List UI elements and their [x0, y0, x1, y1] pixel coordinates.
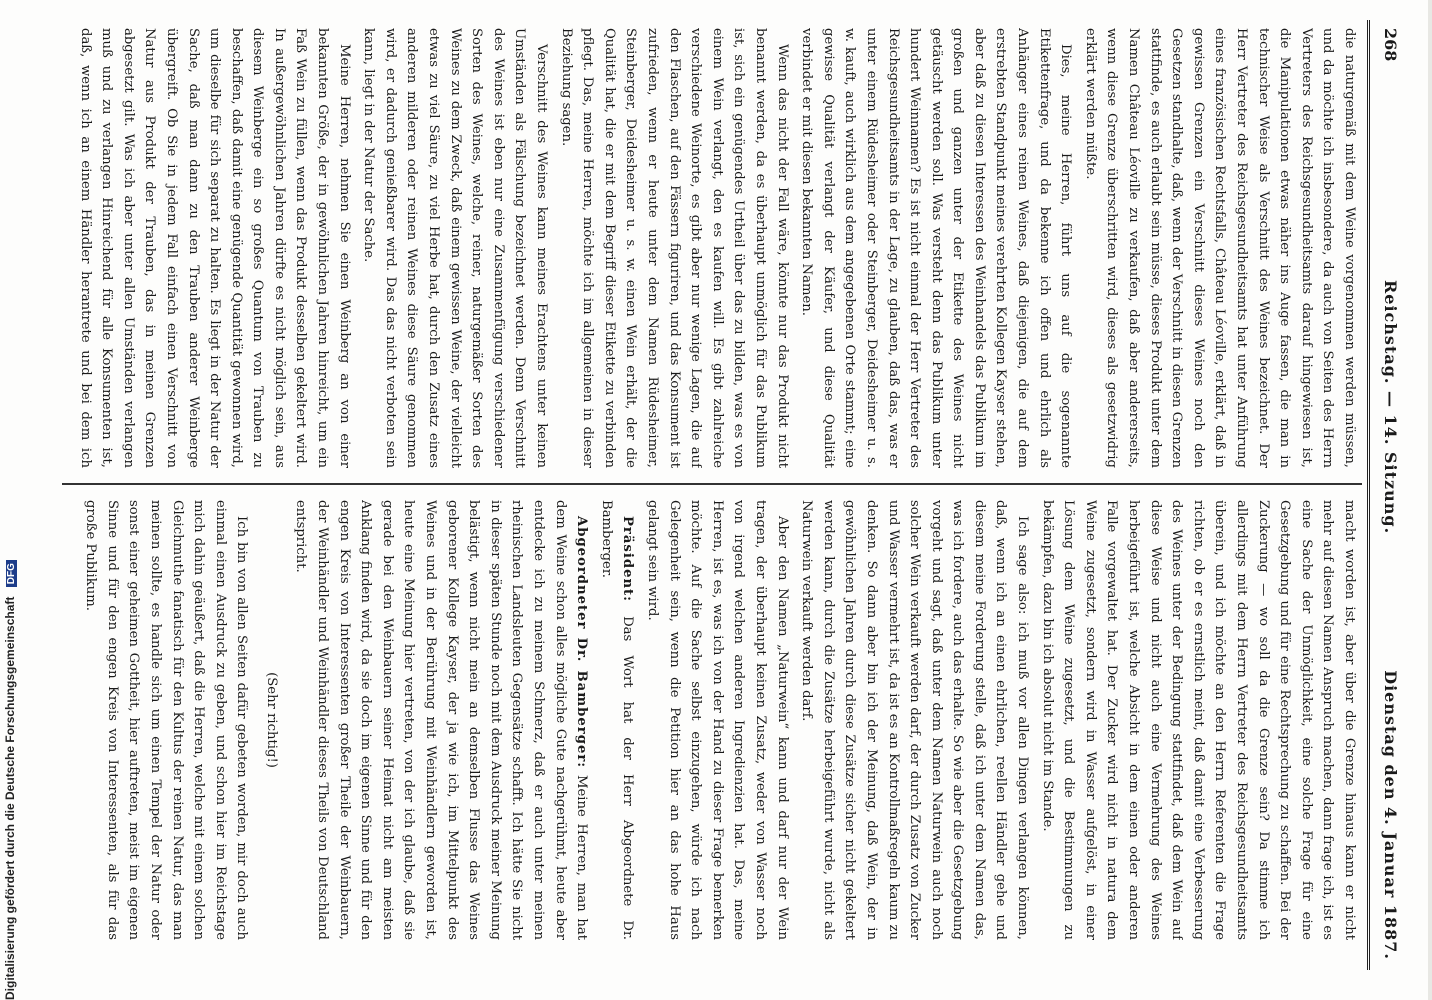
speaker-label: Abgeordneter Dr. Bamberger: — [574, 516, 590, 769]
session-title: Reichstag. — 14. Sitzung. — [1381, 280, 1400, 535]
interjection — [70, 500, 72, 940]
left-paragraph: Dies, meine Herren, führt uns auf die sogenannte Etikettenfrage, und da bekenne ich offen und ehrlich als Anhänger eines reinen Weines, daß diejenigen, die auf dem erstrebten Standpunkt meines verehrten Kollegen Kayser stehen, aber daß zu diesen Interessen des Weinhandels das Publikum im großen und ganzen unter der Etikette des Weines nicht getäuscht werden soll. Was versteht denn das Publikum unter hundert Weinnamen? Es ist nicht einmal der Herr Vertreter des Reichsgesundheitsamts in der Lage, zu glauben, daß das, was er unter einem Rüdesheimer oder Steinberger, Deidesheimer u. s. w. kauft, auch wirklich aus dem angegebenen Orte stammt; eine gewisse Qualität verlangt der Käufer, und diese Qualität verbindet er mit diesen bekannten Namen. — [799, 28, 1074, 468]
page-header — [1367, 20, 1410, 970]
left-paragraph: Verschnitt des Weines kann meines Erachtens unter keinen Umständen als Fälschung bezeichnet werden. Denn Verschnitt des Weines ist eben nur eine Zusammenfügung verschiedener Sorten des Weines, welche, reiner, naturgemäßer Sorten des Weines zu dem Zweck, daß einem gewissen Weine, der vielleicht etwas zu viel Säure, zu viel Herbe hat, durch den Zusatz eines anderen milderen oder reinen Weines diese Säure genommen wird, er dadurch genießbarer wird. Das das nicht verboten sein kann, liegt in der Natur der Sache. — [361, 28, 550, 468]
session-date: Dienstag den 4. Januar 1887. — [1381, 670, 1400, 960]
right-column — [70, 500, 1360, 940]
president-line — [595, 500, 638, 940]
scan-edge — [1428, 0, 1432, 1000]
right-paragraph: Ich bin von allen Seiten dafür gebeten worden, mir doch auch einmal einen Ausdruck zu geben, und schon hier im Reichstage mich dahin geäußert, daß die Herren, welche mit einem solchen Gleichmuthe fanatisch für den Kultus der reinen Natur, das man meinen sollte, es handle sich um einen Tempel der Natur oder sonst einer geheimen Gottheit, hier auftreten, meist im eigenen Sinne und für den engen Kreis von Interessenten, als für das große Publikum. — [83, 500, 250, 940]
left-paragraph: Meine Herren, nehmen Sie einen Weinberg an von einer bekannten Größe, der in gewöhnlichen Jahren hinreicht, um ein Faß Wein zu füllen, wenn das Produkt desselben gekeltert wird. In außergewöhnlichen Jahren dürfte es nicht möglich sein, aus diesem Weinberge ein so großes Quantum von Trauben zu beschaffen, daß damit eine genügende Quantität gewonnen wird, um dieselbe für sich separat zu halten. Es liegt in der Natur der Sache, daß man dann zu den Trauben anderer Weinberge übergreift. Ob Sie in jedem Fall einfach einen Verschnitt von Natur aus Produkt der Trauben, das in meinen Grenzen abgesetzt gilt. Was ich aber unter allen Umständen verlangen muß und zu verlangen Hinreichend für alle Konsumenten ist, daß, wenn ich an einem Händler herantrete und bei dem ich — [77, 28, 352, 468]
left-paragraph: Wenn das nicht der Fall wäre, könnte nur das Produkt nicht benannt werden, da es überhaupt unmöglich für das Publikum ist, sich ein genügendes Urtheil über das zu bilden, was es von einem Wein verlangt, den es kaufen will. Es gibt zahlreiche verschiedene Weinorte, es gibt aber nur wenige Lagen, die auf den Flaschen, auf den Fässern figuriren, und das Konsument ist zufrieden, wenn er heute unter dem Namen Rüdesheimer, Steinberger, Deidesheimer u. s. w. einen Wein erhält, der die Qualität hat, die er mit dem Begriff dieser Etikette zu verbinden pflegt. Das, meine Herren, möchte ich im allgemeinen in dieser Beziehung sagen. — [558, 28, 790, 468]
speaker-text: Meine Herren, man hat dem Weine schon alles mögliche Gute nachgerühmt, heute aber entdecke ich zu meinem Schmerz, daß er auch unter meinen rheinischen Landsleuten Gegensätze schafft. Ich hätte Sie nicht in dieser späten Stunde noch mit dem Ausdruck meiner Meinung belästigt, wenn nicht mein an demselben Flusse das Weines geborener Kollege Kayser, der ja wie ich, im Mittelpunkt des Weines und in der Berührung mit Weinhändlern geworden ist, heute eine Meinung hier vertreten, von der ich glaube, daß sie gerade bei den Weinbauern seiner Heimat nicht am meisten Anklang finden wird, da sie doch im eigenen Sinne und für den engen Kreis von Interessenten großer Theile der Weinbauern, der Weinhändler und Weinhändler dieses Theils von Deutschland entspricht. — [293, 500, 590, 940]
right-paragraph: Aber den Namen „Naturwein“ kann und darf nur der Wein tragen, der überhaupt keinen Zusatz, weder von Wasser noch von irgend welchen anderen Ingredienzien hat. Das, meine Herren, ist es, was ich von der Hand zu dieser Frage bemerken möchte. Auf die Sache selbst einzugehen, würde ich nach Gelegenheit sein, wenn die Petition hier an das hohe Haus gelangt sein wird. — [645, 500, 790, 940]
digitization-credit-strip — [0, 0, 22, 1000]
president-label: Präsident: — [620, 516, 636, 603]
column-divider — [62, 483, 1362, 485]
speaker-line — [290, 500, 592, 940]
left-paragraph: die naturgemäß mit dem Weine vorgenommen werden müssen, und da möchte ich insbesondere, da auch von Seiten des Herrn Vertreters des Reichsgesundheitsamts darauf hingewiesen ist, die Manipulationen etwas näher ins Auge fassen, die man in technischer Weise als Verschnitt des Weines bezeichnet. Der Herr Vertreter des Reichsgesundheitsamts hat unter Anführung eines französischen Rechtsfalls, Château Léoville, erklärt, daß in gewissen Grenzen ein Verschnitt dieses Weines noch den Gesetzen standhalte, daß, wenn der Verschnitt in diesen Grenzen stattfinde, es auch erlaubt sein müsse, dieses Produkt unter dem Namen Château Léoville zu verkaufen, daß aber andererseits, wenn diese Grenze überschritten wird, dieses als gesetzwidrig erklärt werden müßte. — [1082, 28, 1357, 468]
digitization-credit — [3, 560, 17, 1000]
interjection: (Sehr richtig!) — [263, 672, 279, 768]
dfg-logo: DFG — [6, 560, 17, 587]
right-paragraph: macht worden ist, aber über die Grenze hinaus kann er nicht mehr auf diesen Namen Anspruch machen, dann frage ich, ist es eine Sache der Unmöglichkeit, eine solche Frage für eine Gesetzgebung und für eine Rechtsprechung zu schaffen. Bei der Zuckerung — wo soll da die Grenze sein? Da stimme ich allerdings mit dem Herrn Vertreter des Reichsgesundheitsamts überein, und ich möchte an den Herrn Referenten die Frage richten, ob er es ernstlich meint, daß damit eine Verbesserung des Weines unter der Bedingung stattfindet, daß dem Wein auf diese Weise und nicht auch eine Vermehrung des Weines herbeigeführt ist, welche Absicht in dem einen oder anderen Falle vorgewaltet hat. Der Zucker wird nicht in natura dem Weine zugesetzt, sondern wird in Wasser aufgelöst, in einer Lösung dem Weine zugesetzt, und die Bestimmungen zu bekämpfen, dazu bin ich absolut nicht im Stande. — [1039, 500, 1357, 940]
rotated-page-content — [50, 20, 1410, 970]
left-column — [70, 28, 1360, 468]
president-text: Das Wort hat der Herr Abgeordnete Dr. Bamberger. — [598, 500, 636, 940]
page-number: 268 — [1381, 28, 1400, 62]
credit-text: Digitalisierung gefördert durch die Deutsche Forschungsgemeinschaft — [3, 596, 17, 1000]
right-paragraph: Ich sage also: ich muß vor allen Dingen verlangen können, daß, wenn ich an einen ehrlichen, reellen Händler gehe und diesem meine Forderung stelle, daß ich unter dem Namen das, was ich fordere, auch das erhalte. So wie aber die Gesetzgebung vorgeht und sagt, daß unter dem Namen Naturwein auch noch solcher Wein verkauft werden darf, der durch Zusatz von Zucker und Wasser vermehrt ist, da ist es an Kontrollmaßregeln kaum zu denken. So dann aber bin ich der Meinung, daß Wein, der in gewöhnlichen Jahren durch diese Zusätze sicher nicht gekeltert werden kann, durch die Zusätze herbeigeführt wurde, nicht als Naturwein verkauft werden darf. — [799, 500, 1031, 940]
